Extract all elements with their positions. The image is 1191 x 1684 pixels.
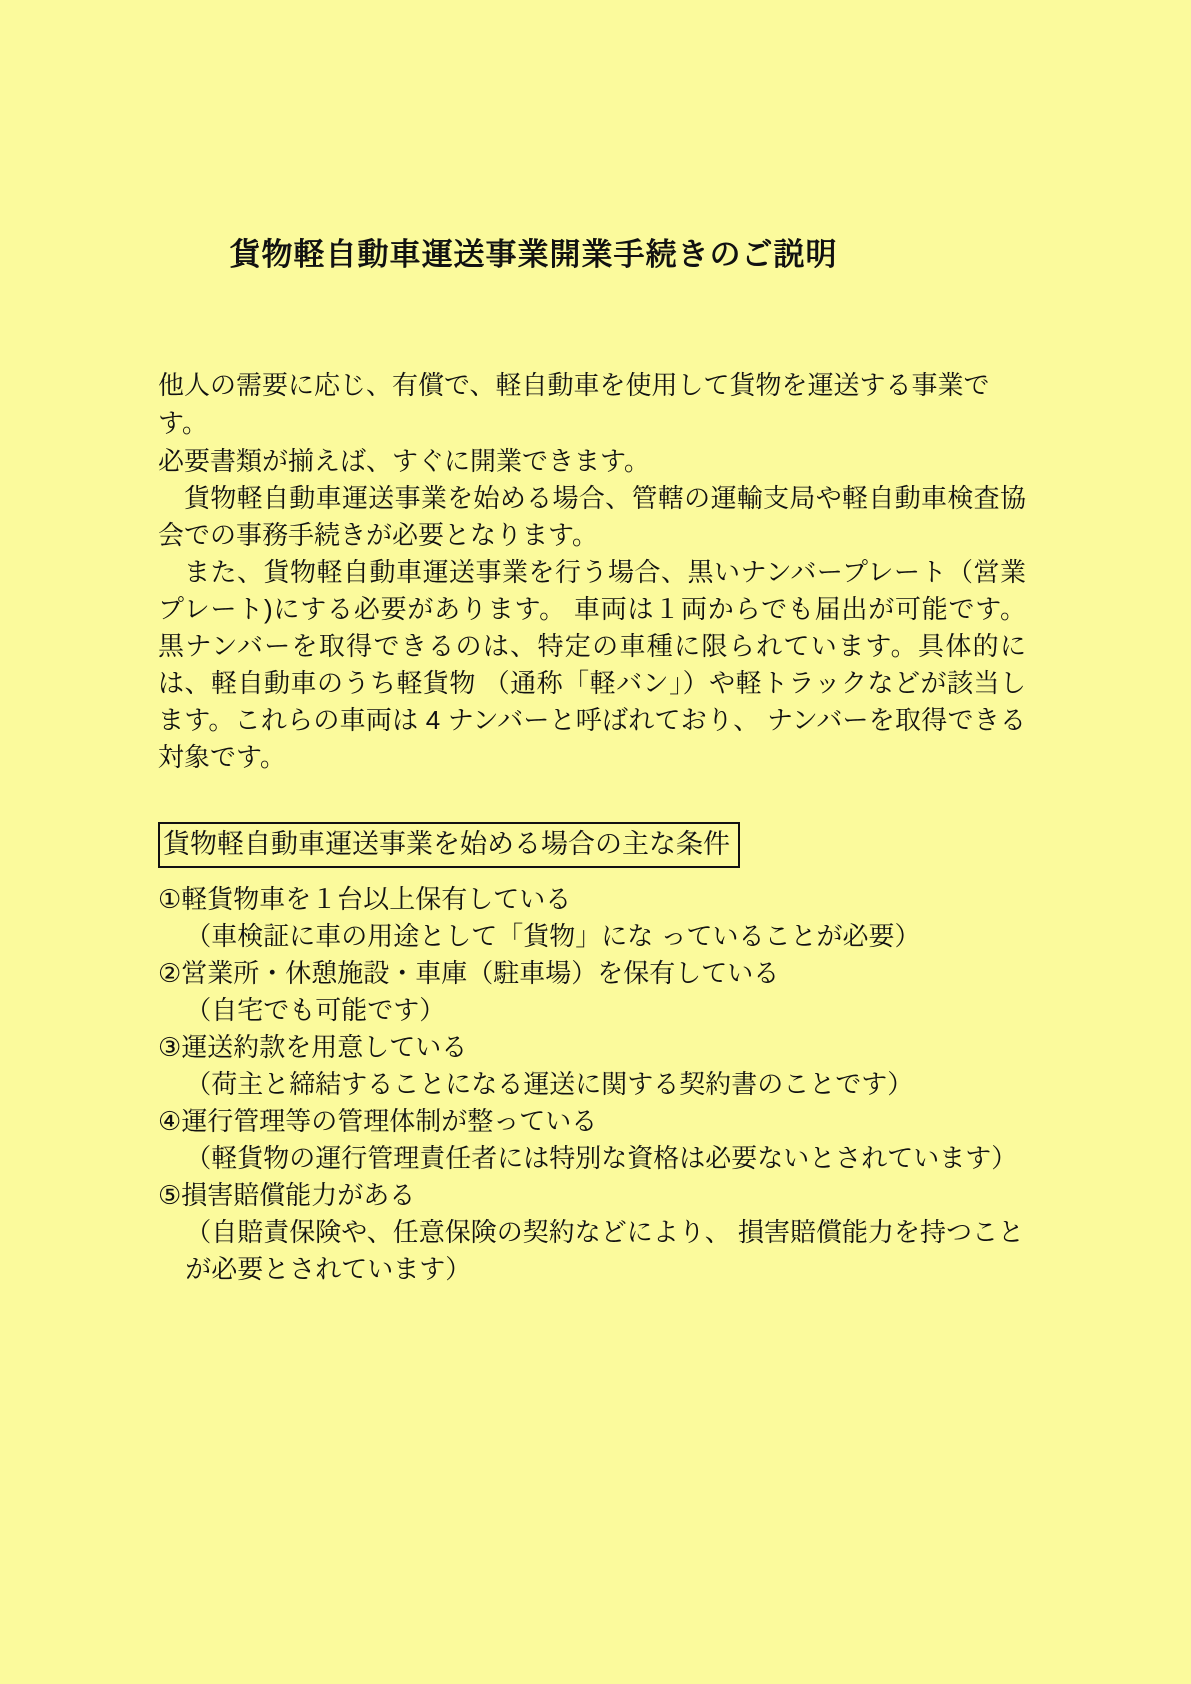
condition-note-5: （自賠責保険や、任意保険の契約などにより、 損害賠償能力を持つことが必要とされています） [185, 1217, 1025, 1284]
conditions-list [158, 881, 1038, 1288]
condition-note-3: （荷主と締結することになる運送に関する契約書のことです） [185, 1069, 914, 1099]
condition-item-1: ①軽貨物車を１台以上保有している [158, 884, 572, 914]
condition-note-1: （車検証に車の用途として「貨物」にな っていることが必要） [185, 921, 921, 951]
paragraph-office-procedures: 貨物軽自動車運送事業を始める場合、管轄の運輸支局や軽自動車検査協会での事務手続きが必要となります。 [158, 483, 1026, 550]
page-title: 貨物軽自動車運送事業開業手続きのご説明 [229, 237, 838, 272]
intro-line-2: 必要書類が揃えば、すぐに開業できます。 [158, 446, 650, 476]
intro-paragraph [158, 366, 1038, 480]
condition-item-2: ②営業所・休憩施設・車庫（駐車場）を保有している [158, 958, 780, 988]
conditions-section-heading: 貨物軽自動車運送事業を始める場合の主な条件 [158, 822, 740, 868]
condition-item-3: ③運送約款を用意している [158, 1032, 468, 1062]
paragraph-black-number-plate: また、貨物軽自動車運送事業を行う場合、黒いナンバープレート（営業プレート)にする必要があります。 車両は１両からでも届出が可能です。黒ナンバーを取得できるのは、特定の車種に限られています。具体的には、軽自動車のうち軽貨物 （通称「軽バン」）や軽トラックなどが該当します。これらの車両は 4 ナンバーと呼ばれており、 ナンバーを取得できる対象です。 [158, 557, 1026, 772]
body-paragraphs [158, 480, 1026, 776]
condition-note-2: （自宅でも可能です） [185, 995, 446, 1025]
intro-line-1: 他人の需要に応じ、有償で、軽自動車を使用して貨物を運送する事業です。 [158, 370, 990, 438]
condition-note-4: （軽貨物の運行管理責任者には特別な資格は必要ないとされています） [185, 1143, 1018, 1173]
condition-item-5: ⑤損害賠償能力がある [158, 1180, 416, 1210]
condition-item-4: ④運行管理等の管理体制が整っている [158, 1106, 598, 1136]
